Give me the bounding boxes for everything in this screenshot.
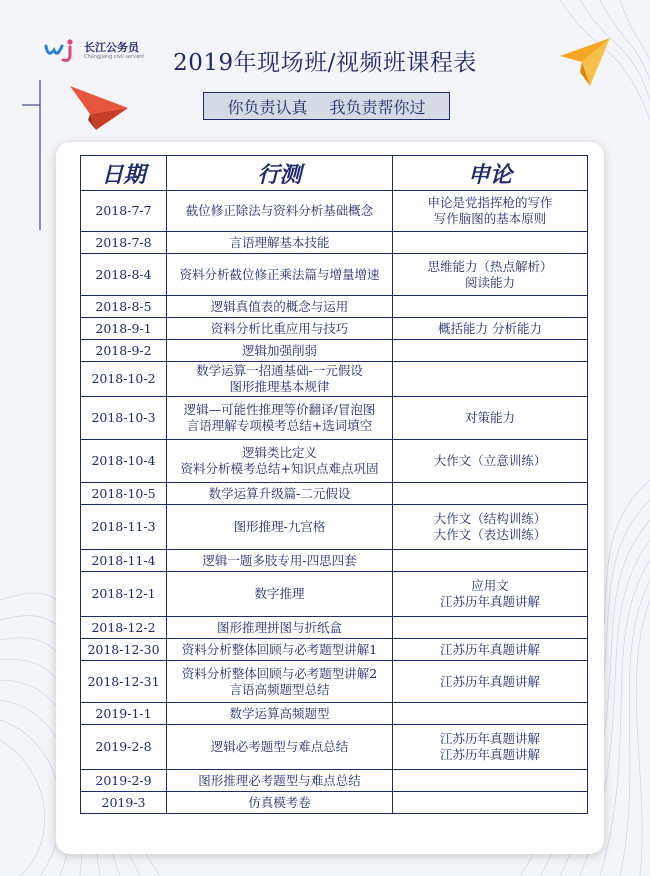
shenlun-cell (393, 550, 588, 572)
shenlun-line: 江苏历年真题讲解 (439, 747, 540, 762)
xingce-line: 数学运算高频题型 (229, 705, 330, 721)
date-cell: 2019-1-1 (81, 703, 167, 725)
table-row (81, 572, 588, 617)
table-row (81, 397, 588, 440)
xingce-cell (167, 254, 393, 296)
table-row (81, 770, 588, 792)
table-row (81, 661, 588, 703)
shenlun-line: 江苏历年真题讲解 (439, 673, 540, 689)
xingce-cell (167, 397, 393, 440)
xingce-cell (167, 703, 393, 725)
shenlun-cell (393, 440, 588, 483)
shenlun-cell (393, 770, 588, 792)
shenlun-line: 对策能力 (464, 410, 515, 425)
table-row (81, 296, 588, 318)
table-row (81, 191, 588, 232)
shenlun-cell (393, 661, 588, 703)
table-row (81, 483, 588, 505)
date-cell: 2018-8-5 (81, 296, 167, 318)
shenlun-line: 概括能力 分析能力 (438, 320, 542, 336)
page-title: 2019年现场班/视频班课程表 (173, 50, 477, 76)
xingce-line: 逻辑加强削弱 (241, 342, 317, 358)
date-cell: 2018-12-2 (81, 617, 167, 639)
shenlun-cell (393, 572, 588, 617)
date-cell: 2018-10-4 (81, 440, 167, 483)
table-row (81, 254, 588, 296)
date-cell: 2018-7-8 (81, 232, 167, 254)
xingce-cell (167, 725, 393, 770)
table-row (81, 362, 588, 397)
slogan-right: 我负责帮你过 (329, 97, 426, 117)
xingce-line: 图形推理-九宫格 (233, 519, 326, 534)
table-row (81, 792, 588, 814)
column-header-xingce: 行测 (167, 156, 393, 191)
date-cell: 2018-11-3 (81, 505, 167, 550)
xingce-cell (167, 318, 393, 340)
date-cell: 2018-12-30 (81, 639, 167, 661)
xingce-line: 资料分析模考总结+知识点难点巩固 (180, 461, 379, 476)
shenlun-line: 阅读能力 (464, 274, 515, 290)
table-row (81, 440, 588, 483)
table-row (81, 318, 588, 340)
xingce-cell (167, 340, 393, 362)
xingce-cell (167, 572, 393, 617)
shenlun-cell (393, 340, 588, 362)
xingce-line: 逻辑—可能性推理等价翻译/冒泡图 (183, 402, 376, 417)
shenlun-cell (393, 254, 588, 296)
schedule-table (80, 155, 588, 814)
date-cell: 2018-12-31 (81, 661, 167, 703)
shenlun-cell (393, 397, 588, 440)
shenlun-line: 江苏历年真题讲解 (439, 594, 540, 609)
xingce-cell (167, 362, 393, 397)
xingce-line: 截位修正除法与资料分析基础概念 (185, 203, 374, 218)
shenlun-line: 大作文（立意训练） (433, 453, 547, 468)
date-cell: 2018-9-1 (81, 318, 167, 340)
xingce-cell (167, 661, 393, 703)
xingce-line: 资料分析截位修正乘法篇与增量增速 (179, 266, 380, 282)
table-row (81, 639, 588, 661)
xingce-line: 资料分析比重应用与技巧 (210, 320, 349, 336)
xingce-cell (167, 483, 393, 505)
xingce-line: 逻辑一题多肢专用-四思四套 (202, 552, 357, 568)
xingce-cell (167, 792, 393, 814)
date-cell: 2018-10-2 (81, 362, 167, 397)
shenlun-line: 大作文（表达训练） (433, 527, 547, 542)
xingce-cell (167, 191, 393, 232)
date-cell: 2018-10-3 (81, 397, 167, 440)
column-header-shenlun: 申论 (393, 156, 588, 191)
xingce-line: 逻辑真值表的概念与运用 (210, 298, 349, 314)
shenlun-cell (393, 232, 588, 254)
slogan-box (203, 92, 450, 120)
xingce-line: 资料分析整体回顾与必考题型讲解1 (181, 641, 378, 657)
shenlun-line: 大作文（结构训练） (433, 511, 547, 526)
date-cell: 2018-11-4 (81, 550, 167, 572)
date-cell: 2018-9-2 (81, 340, 167, 362)
shenlun-line: 写作脑图的基本原则 (433, 211, 547, 226)
table-row (81, 340, 588, 362)
shenlun-cell (393, 362, 588, 397)
shenlun-cell (393, 703, 588, 725)
shenlun-cell (393, 617, 588, 639)
xingce-line: 仿真模考卷 (248, 794, 311, 810)
date-cell: 2018-7-7 (81, 191, 167, 232)
logo-subtext: Changjiang civil servant (84, 54, 145, 60)
shenlun-line: 思维能力（热点解析） (427, 258, 553, 274)
shenlun-line: 应用文 (471, 578, 509, 593)
xingce-cell (167, 770, 393, 792)
shenlun-line: 申论是党指挥枪的写作 (427, 195, 553, 210)
shenlun-cell (393, 725, 588, 770)
table-row (81, 617, 588, 639)
xingce-line: 言语理解基本技能 (229, 234, 330, 250)
shenlun-cell (393, 318, 588, 340)
table-row (81, 505, 588, 550)
xingce-cell (167, 505, 393, 550)
slogan-left: 你负责认真 (227, 97, 308, 117)
table-row (81, 232, 588, 254)
table-row (81, 725, 588, 770)
xingce-line: 图形推理必考题型与难点总结 (198, 772, 361, 788)
date-cell: 2019-2-9 (81, 770, 167, 792)
xingce-line: 图形推理拼图与折纸盒 (216, 619, 342, 635)
shenlun-cell (393, 191, 588, 232)
xingce-cell (167, 550, 393, 572)
shenlun-cell (393, 483, 588, 505)
table-row (81, 703, 588, 725)
shenlun-line: 江苏历年真题讲解 (439, 641, 540, 657)
xingce-line: 言语高频题型总结 (229, 681, 330, 697)
xingce-cell (167, 232, 393, 254)
date-cell: 2018-12-1 (81, 572, 167, 617)
xingce-line: 数学运算升级篇-二元假设 (208, 485, 351, 501)
logo-text: 长江公务员 (84, 41, 139, 54)
xingce-line: 逻辑必考题型与难点总结 (210, 739, 349, 754)
xingce-line: 数学运算一招通基础-一元假设 (196, 363, 363, 378)
paper-plane-icon (68, 84, 130, 132)
date-cell: 2019-2-8 (81, 725, 167, 770)
column-header-date: 日期 (81, 156, 167, 191)
xingce-line: 数字推理 (254, 586, 305, 601)
table-row (81, 550, 588, 572)
date-cell: 2018-10-5 (81, 483, 167, 505)
xingce-line: 逻辑类比定义 (241, 445, 317, 460)
xingce-cell (167, 440, 393, 483)
xingce-line: 言语理解专项模考总结+选词填空 (186, 418, 373, 433)
shenlun-cell (393, 296, 588, 318)
schedule-body (81, 191, 588, 814)
xingce-cell (167, 296, 393, 318)
table-header-row (81, 156, 588, 191)
xingce-cell (167, 639, 393, 661)
shenlun-cell (393, 639, 588, 661)
date-cell: 2019-3 (81, 792, 167, 814)
xingce-cell (167, 617, 393, 639)
paper-plane-icon (556, 36, 612, 88)
shenlun-cell (393, 505, 588, 550)
xingce-line: 资料分析整体回顾与必考题型讲解2 (181, 665, 378, 681)
shenlun-line: 江苏历年真题讲解 (439, 731, 540, 746)
shenlun-cell (393, 792, 588, 814)
xingce-line: 图形推理基本规律 (229, 379, 330, 394)
date-cell: 2018-8-4 (81, 254, 167, 296)
